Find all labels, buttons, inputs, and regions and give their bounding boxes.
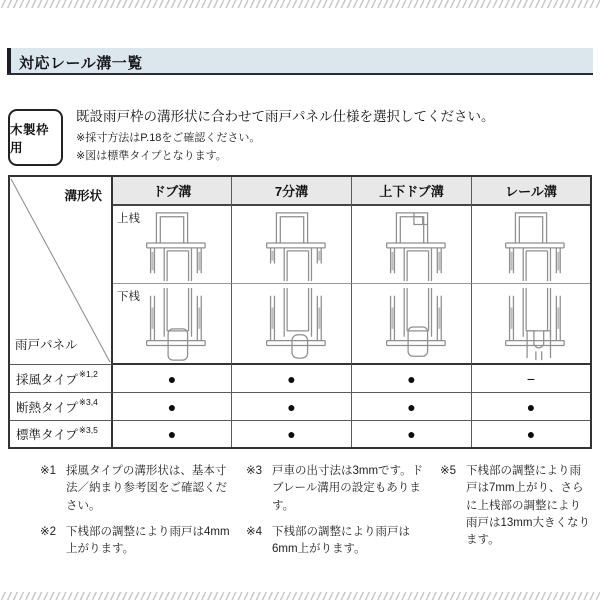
page-edge-hatch-bottom — [0, 592, 600, 600]
diagram-cell-joge-dobu-top — [352, 206, 472, 284]
diagram-cell-rail-bottom — [472, 284, 590, 365]
compat-cell — [232, 421, 352, 447]
row-label-sup: ※3,5 — [78, 424, 98, 435]
footnote-marker: ※4 — [246, 525, 263, 538]
corner-label-shutter-panel: 雨戸パネル — [15, 338, 78, 352]
section-header — [7, 48, 593, 75]
rail-cross-section-7bu-top — [242, 208, 342, 282]
row-label-sup: ※3,4 — [78, 397, 98, 407]
page-edge-hatch-top — [0, 0, 600, 8]
compat-cell — [232, 365, 352, 393]
wooden-frame-badge-label: 木製枠用 — [10, 122, 50, 155]
footnote-text: 下桟部の調整により雨戸は4mm上がります。 — [66, 525, 230, 555]
rail-cross-section-rail-top — [481, 208, 581, 282]
compat-mark: ● — [407, 370, 416, 387]
row-label-dannetsu-type — [10, 393, 113, 421]
footnote-marker: ※5 — [440, 465, 457, 477]
compat-cell — [352, 365, 472, 393]
intro-text-block — [76, 105, 591, 165]
footnote-4 — [246, 524, 432, 559]
compat-cell — [113, 365, 232, 393]
footnote-3 — [246, 463, 432, 515]
intro-main-text: 既設雨戸枠の溝形状に合わせて雨戸パネル仕様を選択してください。 — [76, 109, 495, 124]
row-label-sup: ※1,2 — [78, 369, 98, 379]
column-header-joge-dobu: 上下ドブ溝 — [352, 177, 472, 206]
compat-cell — [232, 393, 352, 421]
footnote-text: 下桟部の調整により雨戸は6mm上がります。 — [272, 525, 410, 555]
diagram-cell-dobu-bottom — [113, 284, 232, 365]
rail-cross-section-rail-bottom — [481, 286, 581, 364]
wooden-frame-badge — [8, 109, 63, 166]
compat-mark: ● — [526, 426, 536, 442]
compat-mark: ● — [287, 426, 296, 442]
compat-mark: ● — [287, 370, 296, 387]
intro-note-1: ※採寸方法はP.18をご確認ください。 — [76, 132, 261, 144]
column-header-dobu: ドブ溝 — [113, 177, 232, 206]
accent-bar — [7, 48, 11, 73]
column-header-7bu: 7分溝 — [232, 177, 352, 206]
compat-mark: ● — [526, 398, 536, 415]
compat-mark: ● — [167, 370, 177, 387]
compat-mark: ● — [167, 426, 177, 442]
compat-cell — [352, 393, 472, 421]
rail-label-top: 上桟 — [117, 213, 140, 225]
compat-cell — [352, 421, 472, 447]
compat-cell — [472, 421, 590, 447]
footnote-text: 採風タイプの溝形状は、基本寸法／納まり参考図をご確認ください。 — [66, 465, 227, 512]
compat-mark: ● — [407, 426, 416, 442]
row-label-saifu-type — [10, 365, 113, 393]
footnote-column-1 — [40, 463, 236, 558]
footnote-marker: ※2 — [40, 525, 57, 538]
footnote-column-3 — [440, 463, 592, 558]
footnote-column-2 — [246, 463, 432, 558]
diagram-cell-7bu-bottom — [232, 284, 352, 365]
compat-mark: ● — [287, 398, 296, 415]
rail-cross-section-joge-dobu-top — [362, 208, 462, 282]
row-label-text: 断熱タイプ — [16, 400, 78, 415]
row-label-text: 標準タイプ — [16, 428, 78, 442]
footnote-marker: ※3 — [246, 465, 263, 477]
compat-mark: ● — [407, 398, 416, 415]
corner-label-groove-shape: 溝形状 — [64, 189, 102, 203]
footnote-text: 下桟部の調整により雨戸は7mm上がり、さらに上桟部の調整により雨戸は13mm大きくなります。 — [466, 465, 590, 546]
compat-cell — [472, 365, 590, 393]
diagram-cell-joge-dobu-bottom — [352, 284, 472, 365]
diagram-cell-rail-top — [472, 206, 590, 284]
diagram-cell-dobu-top — [113, 206, 232, 284]
footnote-marker: ※1 — [40, 465, 57, 477]
compat-mark: − — [526, 370, 536, 387]
footnote-1 — [40, 463, 236, 515]
compat-cell — [113, 421, 232, 447]
footnote-2 — [40, 524, 236, 559]
groove-compatibility-table — [8, 175, 592, 449]
compat-cell — [472, 393, 590, 421]
intro-note-2: ※図は標準タイプとなります。 — [76, 149, 227, 162]
table-corner-cell — [10, 177, 113, 365]
rail-label-bottom: 下桟 — [117, 291, 140, 303]
section-title: 対応レール溝一覧 — [19, 55, 143, 72]
column-header-rail: レール溝 — [472, 177, 590, 206]
compat-mark: ● — [167, 398, 177, 415]
rail-cross-section-joge-dobu-bottom — [362, 286, 462, 364]
footnote-5 — [440, 463, 592, 549]
footnote-text: 戸車の出寸法は3mmです。ドブレール溝用の設定もあります。 — [272, 465, 424, 512]
row-label-hyojun-type — [10, 421, 113, 447]
compat-cell — [113, 393, 232, 421]
rail-cross-section-7bu-bottom — [242, 286, 342, 364]
row-label-text: 採風タイプ — [16, 372, 78, 387]
footnotes — [40, 463, 592, 558]
diagram-cell-7bu-top — [232, 206, 352, 284]
